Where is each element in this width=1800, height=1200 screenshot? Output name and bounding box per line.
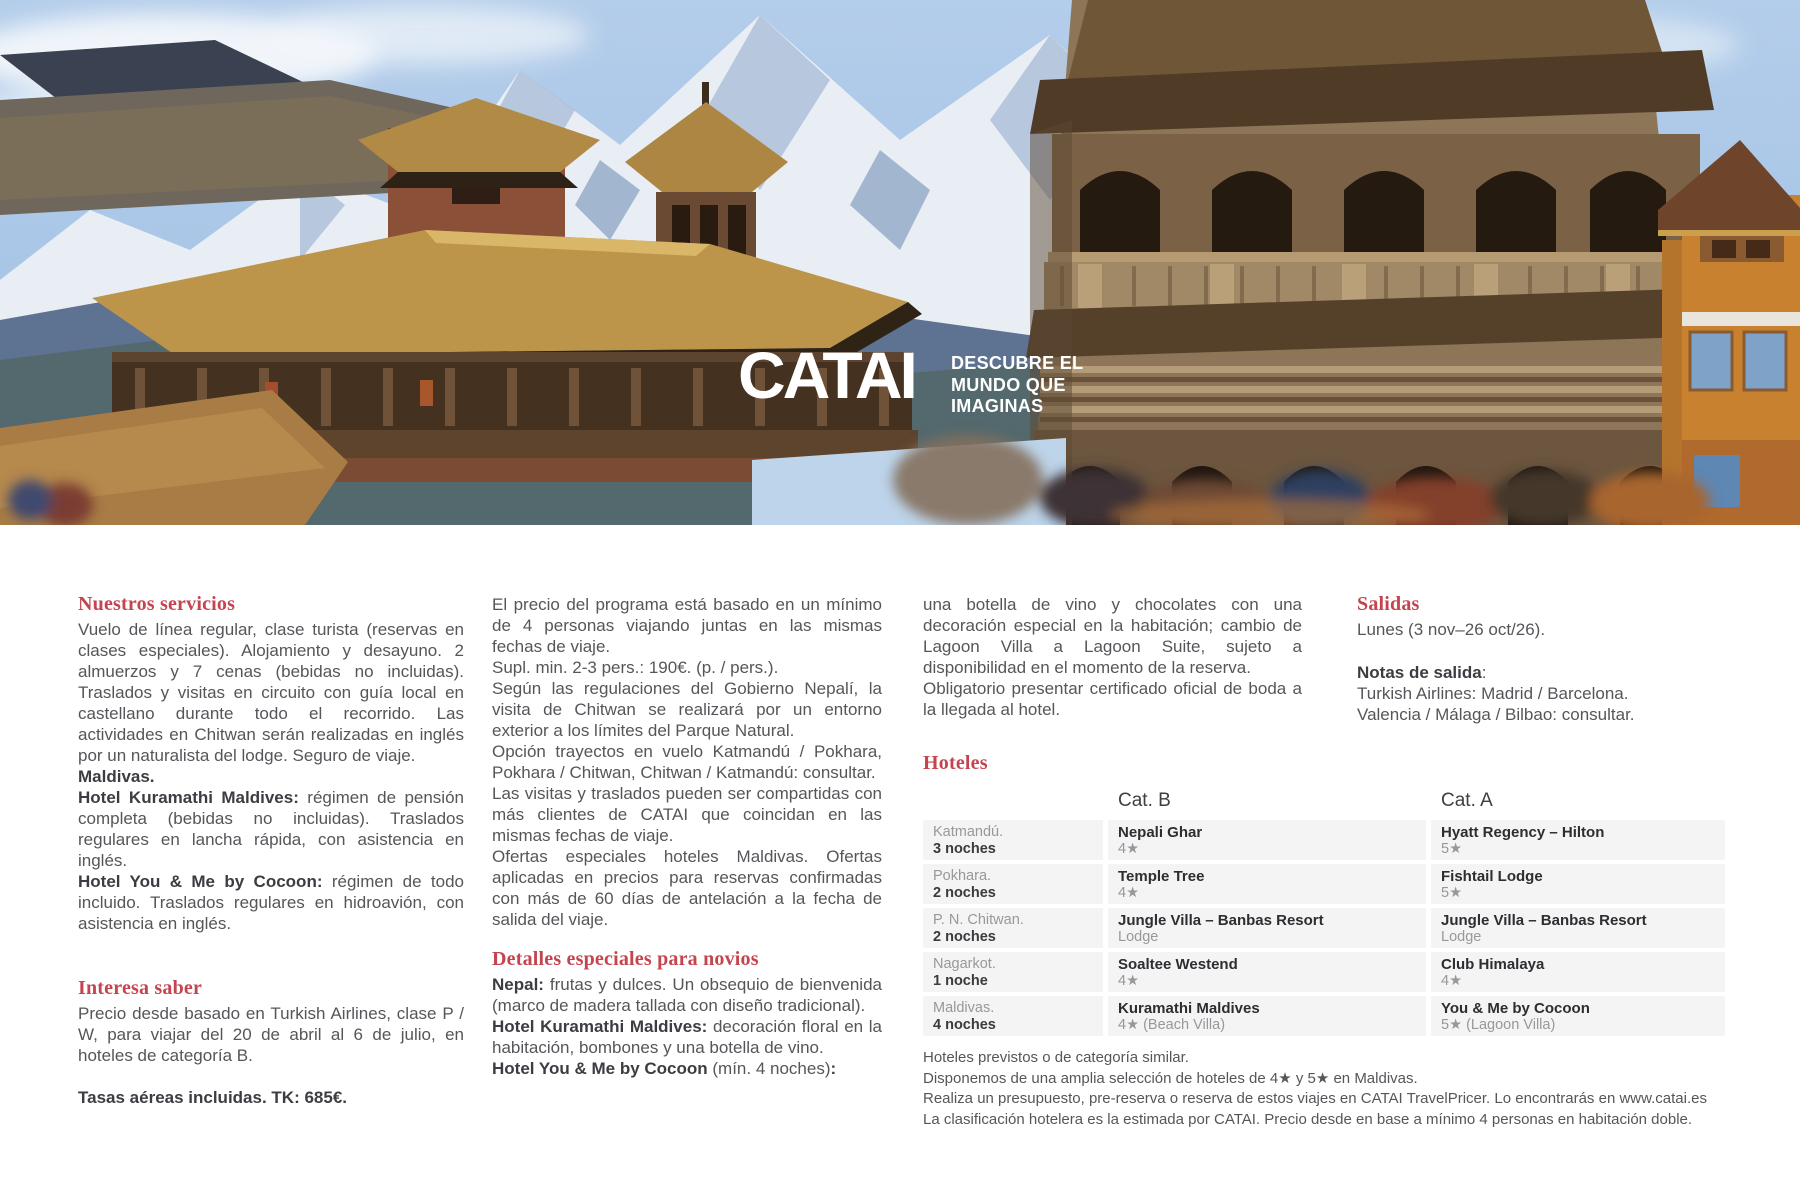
spacer	[78, 1066, 464, 1087]
text: Ofertas especiales hoteles Maldivas. Ofertas aplicadas en precios para reservas confirmadas con más de 60 días de antelación a la fecha de salida del viaje.	[492, 847, 882, 929]
section-heading-nuestros-servicios: Nuestros servicios	[78, 593, 236, 615]
paragraph	[492, 974, 882, 1016]
header-cell-cat-a: Cat. A	[1441, 790, 1493, 811]
text: (mín. 4 noches)	[707, 1059, 831, 1078]
destination-name: Katmandú.	[933, 824, 1004, 840]
text: Según las regulaciones del Gobierno Nepalí, la visita de Chitwan se realizará por un entorno exterior a los límites del Parque Natural.	[492, 679, 882, 740]
cell-destination	[923, 864, 1103, 904]
bold-text: Hotel Kuramathi Maldives:	[492, 1017, 708, 1036]
hotel-name: Fishtail Lodge	[1441, 868, 1543, 885]
catai-logo: CATAI	[738, 338, 915, 412]
destination-nights: 1 noche	[933, 973, 988, 989]
hotels-notes	[923, 1048, 1729, 1130]
services-column	[78, 594, 464, 1108]
text: una botella de vino y chocolates con una decoración especial en la habitación; cambio de Lagoon Villa a Lagoon Suite, sujeto a disponibilidad en el momento de la reserva.	[923, 595, 1302, 677]
paragraph	[492, 678, 882, 741]
hotel-category: 4★	[1118, 885, 1140, 901]
section-heading-hoteles: Hoteles	[923, 752, 988, 774]
paragraph	[78, 766, 464, 787]
paragraph	[492, 741, 882, 783]
text: Valencia / Málaga / Bilbao: consultar.	[1357, 705, 1635, 724]
footnote: Disponemos de una amplia selección de hoteles de 4★ y 5★ en Maldivas.	[923, 1069, 1418, 1087]
text: Opción trayectos en vuelo Katmandú / Pokhara, Pokhara / Chitwan, Chitwan / Katmandú: consultar.	[492, 742, 882, 782]
destination-nights: 2 noches	[933, 885, 996, 901]
paragraph	[1357, 662, 1752, 683]
table-row	[923, 908, 1729, 948]
paragraph	[492, 1058, 882, 1079]
bold-text: Nepal:	[492, 975, 544, 994]
cell-cat-a-hotel	[1431, 864, 1725, 904]
cell-destination	[923, 908, 1103, 948]
hotels-table-header	[923, 788, 1729, 814]
cell-cat-a-hotel	[1431, 820, 1725, 860]
bold-text: Hotel You & Me by Cocoon:	[78, 872, 323, 891]
cell-destination	[923, 820, 1103, 860]
cell-cat-b-hotel	[1108, 820, 1426, 860]
paragraph	[78, 1003, 464, 1066]
cell-cat-b-hotel	[1108, 952, 1426, 992]
hotel-category: 5★ (Lagoon Villa)	[1441, 1017, 1556, 1033]
text: Obligatorio presentar certificado oficial de boda a la llegada al hotel.	[923, 679, 1302, 719]
text: :	[1481, 663, 1487, 682]
cell-cat-b-hotel	[1108, 996, 1426, 1036]
hotel-name: Soaltee Westend	[1118, 956, 1238, 973]
spacer	[78, 934, 464, 978]
hero-image	[0, 0, 1800, 525]
cell-cat-b-hotel	[1108, 864, 1426, 904]
section-heading-interesa-saber: Interesa saber	[78, 977, 203, 999]
bold-text: Tasas aéreas incluidas. TK: 685€.	[78, 1088, 347, 1107]
hotel-name: Kuramathi Maldives	[1118, 1000, 1260, 1017]
cell-cat-a-hotel	[1431, 952, 1725, 992]
text: Lunes (3 nov–26 oct/26).	[1357, 620, 1546, 639]
hero-section	[0, 0, 1800, 525]
paragraph	[923, 594, 1302, 678]
table-row	[923, 952, 1729, 992]
header-cell-cat-b: Cat. B	[1118, 790, 1171, 811]
pricing-column	[492, 594, 882, 1079]
destination-nights: 2 noches	[933, 929, 996, 945]
paragraph	[923, 678, 1302, 720]
hotel-name: Jungle Villa – Banbas Resort	[1118, 912, 1324, 929]
destination-name: Pokhara.	[933, 868, 992, 884]
hotel-name: Club Himalaya	[1441, 956, 1545, 973]
tagline-line: IMAGINAS	[951, 396, 1044, 416]
text: régimen de pensión completa (bebidas no incluidas). Traslados regulares en lancha rápida, con asistencia en inglés.	[78, 788, 464, 870]
paragraph	[78, 1087, 464, 1108]
paragraph	[492, 846, 882, 930]
cell-cat-b-hotel	[1108, 908, 1426, 948]
destination-name: Maldivas.	[933, 1000, 995, 1016]
hotel-name: Temple Tree	[1118, 868, 1205, 885]
text: Supl. min. 2-3 pers.: 190€. (p. / pers.).	[492, 658, 779, 677]
table-row	[923, 996, 1729, 1036]
cell-destination	[923, 996, 1103, 1036]
paragraph	[78, 871, 464, 934]
hotel-name: Jungle Villa – Banbas Resort	[1441, 912, 1647, 929]
orange-building	[1658, 140, 1800, 525]
hotel-name: Hyatt Regency – Hilton	[1441, 824, 1605, 841]
bold-text: :	[830, 1059, 837, 1078]
tagline-line: DESCUBRE EL	[951, 353, 1084, 373]
cell-destination	[923, 952, 1103, 992]
spacer	[492, 930, 882, 949]
text: Turkish Airlines: Madrid / Barcelona.	[1357, 684, 1629, 703]
text: Precio desde basado en Turkish Airlines, clase P / W, para viajar del 20 de abril al 6 de julio, en hoteles de categoría B.	[78, 1004, 464, 1065]
cell-cat-a-hotel	[1431, 996, 1725, 1036]
hotel-category: 4★	[1441, 973, 1463, 989]
section-heading-salidas: Salidas	[1357, 593, 1420, 615]
hotel-category: Lodge	[1441, 929, 1482, 945]
text: El precio del programa está basado en un mínimo de 4 personas viajando juntas en las mismas fechas de viaje.	[492, 595, 882, 656]
bold-text: Maldivas.	[78, 767, 155, 786]
paragraph	[492, 657, 882, 678]
paragraph	[78, 619, 464, 766]
hotels-table-rows	[923, 820, 1729, 1036]
bold-text: Hotel You & Me by Cocoon	[492, 1059, 708, 1078]
spacer	[1357, 640, 1752, 662]
hotel-name: You & Me by Cocoon	[1441, 1000, 1590, 1017]
paragraph	[1357, 619, 1752, 640]
hotel-category: 4★ (Beach Villa)	[1118, 1017, 1226, 1033]
text: frutas y dulces. Un obsequio de bienvenida (marco de madera tallada con diseño tradicional).	[492, 975, 882, 1015]
right-temple	[1026, 0, 1722, 525]
destination-name: P. N. Chitwan.	[933, 912, 1024, 928]
paragraph	[492, 1016, 882, 1058]
bold-text: Hotel Kuramathi Maldives:	[78, 788, 299, 807]
hotel-category: Lodge	[1118, 929, 1159, 945]
destination-nights: 3 noches	[933, 841, 996, 857]
hotels-section	[923, 753, 1729, 1130]
text: Vuelo de línea regular, clase turista (reservas en clases especiales). Alojamiento y desayuno. 2 almuerzos y 7 cenas (bebidas no incluidas). Traslados y visitas en circuito con guía local en castellano durante todo el recorrido. Las actividades en Chitwan serán realizadas en inglés por un naturalista del lodge. Seguro de viaje.	[78, 620, 464, 765]
section-heading-detalles-especiales-para-novios: Detalles especiales para novios	[492, 948, 759, 970]
paragraph	[492, 783, 882, 846]
paragraph	[1357, 683, 1752, 704]
tagline-line: MUNDO QUE	[951, 374, 1066, 395]
footnote: Realiza un presupuesto, pre-reserva o reserva de estos viajes en CATAI TravelPricer. Lo encontrarás en www.catai.es	[923, 1090, 1707, 1107]
paragraph	[78, 787, 464, 871]
destination-name: Nagarkot.	[933, 956, 996, 972]
text: Las visitas y traslados pueden ser compartidas con más clientes de CATAI que coincidan en las mismas fechas de viaje.	[492, 784, 882, 845]
hotel-category: 5★	[1441, 841, 1463, 857]
honeymoon-column	[923, 594, 1302, 720]
hotel-category: 5★	[1441, 885, 1463, 901]
cell-cat-a-hotel	[1431, 908, 1725, 948]
table-row	[923, 864, 1729, 904]
text: decoración floral en la habitación, bombones y una botella de vino.	[492, 1017, 882, 1057]
hotel-category: 4★	[1118, 841, 1140, 857]
departures-column	[1357, 594, 1752, 725]
hotel-name: Nepali Ghar	[1118, 824, 1203, 841]
header-cell-empty	[923, 788, 1103, 814]
bold-text: Notas de salida	[1357, 663, 1482, 682]
destination-nights: 4 noches	[933, 1017, 996, 1033]
paragraph	[492, 594, 882, 657]
text: régimen de todo incluido. Traslados regulares en hidroavión, con asistencia en inglés.	[78, 872, 464, 933]
footnote: La clasificación hotelera es la estimada por CATAI. Precio desde en base a mínimo 4 personas en habitación doble.	[923, 1110, 1693, 1128]
hotel-category: 4★	[1118, 973, 1140, 989]
catai-tagline	[951, 353, 1083, 418]
table-row	[923, 820, 1729, 860]
paragraph	[1357, 704, 1752, 725]
footnote: Hoteles previstos o de categoría similar.	[923, 1049, 1189, 1066]
